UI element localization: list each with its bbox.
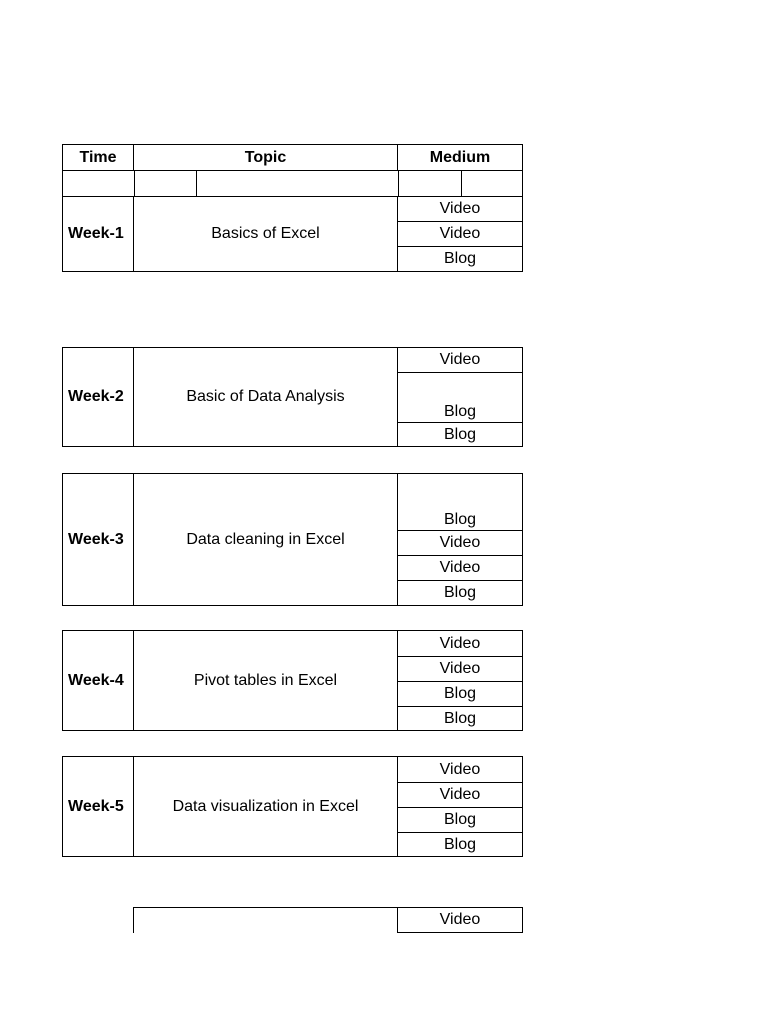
- medium-cell: Blog: [398, 246, 522, 271]
- spacer-divider: [134, 170, 135, 196]
- week-topic: Basic of Data Analysis: [134, 348, 398, 446]
- spacer-divider: [398, 170, 399, 196]
- week-label: Week-3: [63, 474, 134, 605]
- medium-cell: Blog: [398, 681, 522, 706]
- week-topic: Data visualization in Excel: [134, 757, 398, 856]
- week-topic: Pivot tables in Excel: [134, 631, 398, 730]
- medium-cell: Blog: [398, 372, 522, 422]
- table-week-3: [62, 473, 523, 606]
- medium-cell: Blog: [398, 422, 522, 446]
- week-label: Week-2: [63, 348, 134, 446]
- spacer-divider: [461, 170, 462, 196]
- medium-cell: Video: [439, 634, 481, 652]
- medium-cell: Video: [398, 530, 522, 555]
- table-week-2: [62, 347, 523, 447]
- medium-cell: Video: [439, 910, 481, 928]
- table-week-1: [62, 144, 523, 272]
- header-topic: Topic: [134, 145, 398, 170]
- week-topic: Data cleaning in Excel: [134, 474, 398, 605]
- medium-cell: Blog: [398, 580, 522, 605]
- medium-cell: Video: [398, 555, 522, 580]
- header-time: Time: [63, 145, 134, 170]
- week-topic: Basics of Excel: [134, 196, 398, 271]
- week-label: Week-1: [63, 196, 134, 271]
- table-partial: [133, 907, 523, 933]
- medium-cell: Video: [439, 760, 481, 778]
- header-divider: [63, 170, 522, 171]
- table-week-4: [62, 630, 523, 731]
- medium-cell: Video: [439, 199, 481, 217]
- medium-cell: Blog: [443, 511, 477, 528]
- partial-medium-bottom: [397, 932, 523, 933]
- medium-cell: Blog: [398, 832, 522, 856]
- header-medium: Medium: [429, 148, 491, 166]
- medium-cell: Video: [398, 656, 522, 681]
- week-label: Week-4: [63, 631, 134, 730]
- medium-cell: Blog: [398, 706, 522, 730]
- medium-cell: Video: [398, 782, 522, 807]
- table-week-5: [62, 756, 523, 857]
- medium-cell: Video: [398, 221, 522, 246]
- spacer-divider: [196, 170, 197, 196]
- partial-left-border: [133, 907, 134, 933]
- partial-right-border: [522, 907, 523, 933]
- medium-cell: Blog: [398, 807, 522, 832]
- medium-cell: Video: [439, 351, 481, 368]
- week-label: Week-5: [63, 757, 134, 856]
